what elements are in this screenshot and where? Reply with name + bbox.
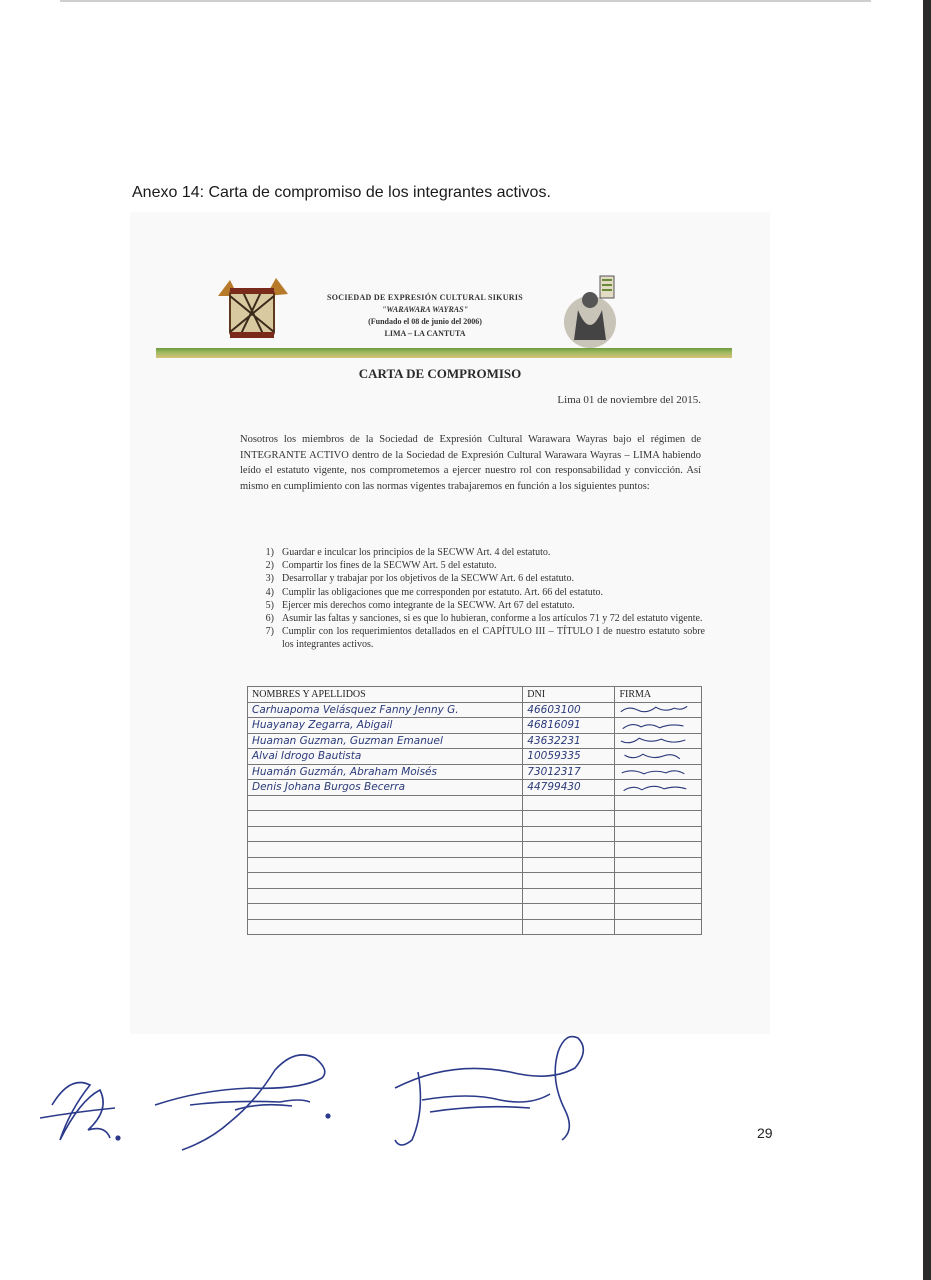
society-line-2: "WARAWARA WAYRAS" [381, 305, 469, 314]
empty-cell [523, 873, 615, 889]
commitment-list [250, 546, 705, 652]
signatures-table [247, 686, 702, 935]
empty-cell [248, 888, 523, 904]
empty-cell [523, 842, 615, 858]
empty-cell [248, 904, 523, 920]
empty-cell [615, 919, 702, 935]
list-item-number: 3) [265, 573, 274, 585]
list-item-number: 7) [265, 626, 274, 638]
signature-icon [619, 781, 689, 794]
list-item [250, 625, 705, 651]
list-item-text: Cumplir las obligaciones que me corresponden por estatuto. Art. 66 del estatuto. [282, 586, 604, 598]
signature-icon [619, 703, 689, 716]
page-number: 29 [757, 1125, 773, 1141]
letter-date: Lima 01 de noviembre del 2015. [557, 394, 701, 406]
empty-cell [615, 888, 702, 904]
empty-cell [615, 857, 702, 873]
header-divider [156, 348, 732, 358]
list-item [250, 612, 705, 625]
table-row [248, 718, 702, 734]
signature-1-icon [40, 1083, 120, 1141]
empty-table-row [248, 904, 702, 920]
empty-cell [615, 842, 702, 858]
member-name: Huaman Guzman, Guzman Emanuel [248, 733, 523, 749]
empty-cell [523, 888, 615, 904]
list-item-number: 6) [265, 613, 274, 625]
signature-icon [619, 719, 689, 732]
empty-cell [615, 904, 702, 920]
empty-table-row [248, 919, 702, 935]
list-item-text: Compartir los fines de la SECWW Art. 5 del estatuto. [282, 560, 497, 572]
empty-cell [615, 826, 702, 842]
scan-right-edge [923, 0, 931, 1280]
list-item-text: Desarrollar y trabajar por los objetivos de la SECWW Art. 6 del estatuto. [282, 573, 574, 585]
header-dni: DNI [523, 687, 615, 703]
table-row [248, 749, 702, 765]
empty-cell [523, 795, 615, 811]
empty-table-row [248, 873, 702, 889]
empty-cell [615, 873, 702, 889]
list-item [250, 599, 705, 612]
signature-2-icon [155, 1055, 330, 1150]
empty-table-row [248, 888, 702, 904]
member-signature [615, 702, 702, 718]
empty-cell [523, 857, 615, 873]
member-dni: 43632231 [523, 733, 615, 749]
dancer-logo-icon [560, 270, 620, 350]
member-dni: 44799430 [523, 780, 615, 796]
document-title: CARTA DE COMPROMISO [358, 366, 522, 381]
list-item [250, 559, 705, 572]
list-item-number: 2) [265, 560, 274, 572]
society-line-4: LIMA – LA CANTUTA [384, 329, 466, 338]
list-item-text: Ejercer mis derechos como integrante de la SECWW. Art 67 del estatuto. [282, 599, 575, 611]
table-row [248, 702, 702, 718]
member-signature [615, 718, 702, 734]
society-line-1: SOCIEDAD DE EXPRESIÓN CULTURAL SIKURIS [326, 293, 524, 302]
empty-cell [615, 811, 702, 827]
empty-table-row [248, 857, 702, 873]
annex-title: Anexo 14: Carta de compromiso de los integrantes activos. [132, 184, 551, 201]
signature-icon [619, 734, 689, 747]
empty-cell [523, 919, 615, 935]
empty-cell [248, 873, 523, 889]
member-signature [615, 780, 702, 796]
header-signature: FIRMA [615, 687, 702, 703]
signature-3-icon [395, 1037, 583, 1145]
member-signature [615, 749, 702, 765]
intro-paragraph: Nosotros los miembros de la Sociedad de Expresión Cultural Warawara Wayras bajo el régimen de INTEGRANTE ACTIVO dentro de la Sociedad de Expresión Cultural Warawara Wayras – LIMA habiendo leído el estatuto vigente, nos comprometemos a ejercer nuestro rol con responsabilidad y convicción. Así mismo en cumplimiento con las normas vigentes trabajaremos en función a los siguientes puntos: [240, 434, 701, 492]
member-name: Alvai Idrogo Bautista [248, 749, 523, 765]
empty-cell [523, 904, 615, 920]
member-dni: 73012317 [523, 764, 615, 780]
member-dni: 10059335 [523, 749, 615, 765]
list-item-text: Asumir las faltas y sanciones, si es que lo hubieran, conforme a los artículos 71 y 72 del estatuto vigente. [282, 613, 703, 625]
scan-top-edge [60, 0, 871, 2]
member-name: Denis Johana Burgos Becerra [248, 780, 523, 796]
empty-table-row [248, 811, 702, 827]
member-name: Huamán Guzmán, Abraham Moisés [248, 764, 523, 780]
table-header-row [248, 687, 702, 703]
member-name: Carhuapoma Velásquez Fanny Jenny G. [248, 702, 523, 718]
empty-table-row [248, 795, 702, 811]
table-row [248, 733, 702, 749]
society-line-3: (Fundado el 08 de junio del 2006) [368, 317, 482, 326]
list-item [250, 572, 705, 585]
table-row [248, 780, 702, 796]
empty-cell [248, 811, 523, 827]
list-item [250, 546, 705, 559]
header-names: NOMBRES Y APELLIDOS [248, 687, 523, 703]
empty-cell [248, 842, 523, 858]
empty-cell [248, 826, 523, 842]
list-item-number: 5) [265, 599, 274, 611]
empty-cell [523, 826, 615, 842]
list-item-number: 1) [265, 547, 274, 558]
member-name: Huayanay Zegarra, Abigail [248, 718, 523, 734]
list-item [250, 586, 705, 599]
signature-icon [619, 765, 689, 778]
member-signature [615, 733, 702, 749]
signature-icon [619, 750, 689, 763]
empty-cell [248, 857, 523, 873]
empty-table-row [248, 842, 702, 858]
empty-cell [248, 795, 523, 811]
table-row [248, 764, 702, 780]
list-item-number: 4) [265, 586, 274, 598]
empty-cell [248, 919, 523, 935]
footer-signatures [30, 1030, 630, 1180]
list-item-text: Guardar e inculcar los principios de la SECWW Art. 4 del estatuto. [282, 547, 551, 558]
empty-cell [615, 795, 702, 811]
empty-table-row [248, 826, 702, 842]
member-dni: 46816091 [523, 718, 615, 734]
drum-logo-icon [212, 274, 292, 346]
member-dni: 46603100 [523, 702, 615, 718]
member-signature [615, 764, 702, 780]
society-name [290, 292, 560, 340]
list-item-text: Cumplir con los requerimientos detallados en el CAPÍTULO III – TÍTULO I de nuestro estatuto sobre los integrantes activos. [282, 626, 705, 651]
empty-cell [523, 811, 615, 827]
